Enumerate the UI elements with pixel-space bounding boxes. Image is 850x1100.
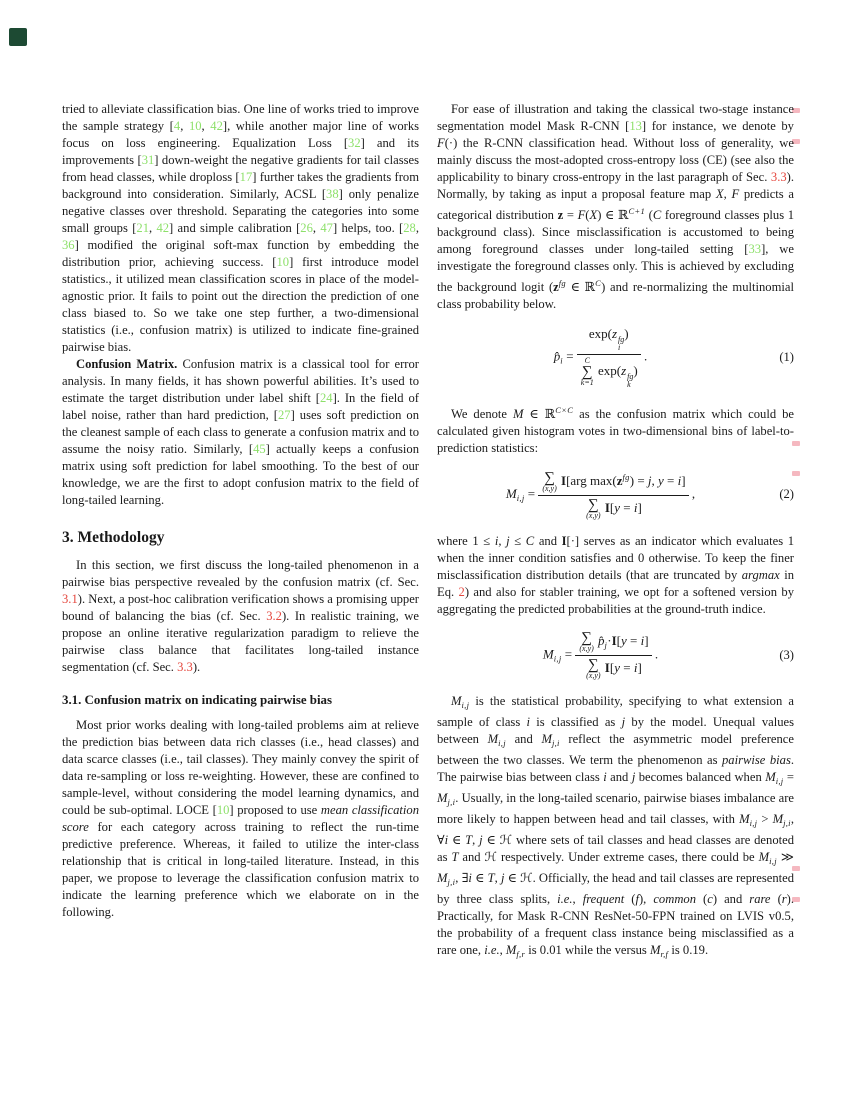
text-segment: X [589,208,598,222]
text-segment: Confusion Matrix. [76,357,178,371]
text-segment: z [553,280,559,294]
paragraph-denote-confusion-matrix: We denote M ∈ ℝ$^{C\times C}$ as the confusion matrix which could be calculated given histogram votes in two-dimensional bins of label-to-prediction statistics: [437,404,794,455]
text-segment: argmax [741,568,780,582]
text-segment: i [603,770,607,784]
paragraph-pairwise-bias: $M_{i,j}$ is the statistical probability, specifying to what extension a sample of class i is classified as j by the model. Unequal values between $M_{i,j}$ and $M_{j,i}$ reflect the asymmetric model preference between the two classes. We term the phenomenon as pairwise bias. The pairwise bias between class i and j becomes balanced when $M_{i,j} = M_{j,i}$. Usually, in the long-tailed scenario, pairwise biases imbalance are more likely to happen between head and tail classes, with $M_{i,j} > M_{j,i}$, ∀i ∈ T, j ∈ ℋ where sets of tail classes and head classes are denoted as T and ℋ respectively. Under extreme cases, there could be $M_{i,j}$ ≫ $M_{j,i}$, ∃i ∈ T, j ∈ ℋ. Officially, the head and tail classes are represented by three class splits, i.e., frequent (f), common (c) and rare (r). Practically, for Mask R-CNN ResNet-50-FPN trained on LVIS v0.5, the probability of a frequent class instance being misclassified as a rare one, i.e., $M_{f,r}$ is 0.01 while the versus $M_{r,f}$ is 0.19. [437,694,795,959]
paragraph-setup: For ease of illustration and taking the classical two-stage instance segmentation model Mask R-CNN [13] for instance, we denote by F(·) the R-CNN classification head. Without loss of generality, we mainly discuss the most-adopted cross-entropy loss (CE) (see also the applicability to binary cross-entropy in the last paragraph of Sec. 3.3). Normally, by taking as input a proposal feature map X, F predicts a categorical distribution z = F(X) ∈ ℝ$^{C+1}$ (C foreground classes plus 1 background class). Since misclassification is accustomed to being among foreground classes under long-tailed setting [33], we investigate the foreground classes only. This is achieved by excluding the background logit ($z^{fg}$ ∈ ℝ$^C$) and re-normalizing the multinomial class probability below. [437,102,795,311]
text-segment: i,j [769,856,777,866]
sum-operator: C ∑ k=1 [580,356,594,387]
equation-1-number: (1) [779,349,794,364]
section-ref-link[interactable]: 2 [458,585,465,599]
sub-sup-stack: fg i [618,335,625,352]
paragraph-methodology-overview: In this section, we first discuss the long-tailed phenomenon in a pairwise bias perspective revealed by the confusion matrix (cf. Sec. 3.1). Next, a post-hoc calibration verification shows a promising upper bound of balancing the bias (cf. Sec. 3.2). In realistic training, we propose an online iterative regularization paradigm to relieve the pairwise class balance that facilitates long-tailed instance segmentation (cf. Sec. 3.3). [62,558,419,674]
citation-link[interactable]: 42 [156,221,170,235]
equation-1-body: $p̂_i$ = exp(z fg i ) C ∑ k=1 exp(z fg k ) . [553,326,648,389]
text-segment: f [635,892,639,906]
sum-operator: ∑ (x,y) [586,497,601,520]
right-column [437,101,794,963]
paragraph-indicator: where 1 ≤ i, j ≤ C and I[·] serves as an indicator which evaluates 1 when the inner condition satisfies and 0 otherwise. To keep the finer misclassification distribution details (that are truncated by argmax in Eq. 2) and also for stabler training, we opt for a softened version by aggregating the predicted probabilities at the ground-truth indice. [437,534,795,616]
text-segment: j [479,833,483,847]
text-segment: z [557,208,564,222]
sum-operator: ∑ (x,y) [579,630,594,653]
text-segment: mean classification score [62,803,419,834]
citation-link[interactable]: 36 [62,238,75,252]
text-segment: i [677,472,682,488]
section-ref-link[interactable]: 3.2 [266,609,282,623]
text-segment: j, y [647,472,664,488]
text-segment: F [731,187,740,201]
text-segment: fg [622,471,630,482]
text-segment: i [633,659,638,675]
text-segment: i,j [749,818,758,828]
text-segment: F [577,208,586,222]
text-segment: M [505,485,517,501]
equation-2-body: $M_{i,j}$ = ∑ (x,y) I[arg $\max(z^{fg}) = j$, y = i] ∑ (x,y) I[y = i] , [505,470,696,520]
text-segment: j,i [447,877,456,887]
subsection-heading-3-1: 3.1. Confusion matrix on indicating pairwise bias [62,693,333,707]
equation-1 [437,326,794,389]
text-segment: M [542,646,554,662]
text-segment: I [604,499,610,515]
text-segment: c [707,892,713,906]
text-segment: T [451,850,459,864]
left-column [62,101,419,963]
text-segment: C×C [555,404,574,415]
text-segment: i,j [775,776,784,786]
text-segment: M [758,850,770,864]
section-ref-link[interactable]: 3.3 [177,660,193,674]
text-segment: frequent [582,892,625,906]
text-segment: j [500,871,505,885]
text-segment: T [465,833,473,847]
text-segment: M [437,871,448,885]
text-segment: rare [749,892,771,906]
page-body [62,101,794,963]
citation-link[interactable]: 10 [188,119,202,133]
text-segment: I [604,659,610,675]
text-segment: f,r [516,949,526,959]
text-segment: I [561,534,567,548]
text-segment: i.e. [557,892,573,906]
citation-link[interactable]: 26 [300,221,313,235]
text-segment: I [561,472,567,488]
equation-2 [437,470,794,520]
text-segment: y [614,499,620,515]
text-segment: common [653,892,697,906]
text-segment: i, j [494,534,510,548]
section-ref-link[interactable]: 3.1 [62,592,78,606]
text-segment: r,f [660,949,669,959]
text-segment: i [526,715,531,729]
citation-link[interactable]: 13 [629,119,642,133]
text-segment: j,i [447,797,456,807]
text-segment: M [451,694,462,708]
text-segment: M [649,943,661,957]
text-segment: F [437,136,445,150]
citation-link[interactable]: 27 [278,408,291,422]
text-segment: r [781,892,787,906]
text-segment: M [512,406,524,421]
citation-link[interactable]: 42 [210,119,223,133]
text-segment: z [621,362,627,378]
text-segment: y [620,632,627,648]
citation-link[interactable]: 32 [348,136,361,150]
text-segment: M [541,732,552,746]
text-segment: i [468,871,472,885]
section-ref-link[interactable]: 3.3 [770,170,787,184]
citation-link[interactable]: 31 [141,153,155,167]
text-segment: T [487,871,495,885]
sum-operator: ∑ (x,y) [542,470,557,493]
text-segment: i [633,499,638,515]
text-segment: i,j [553,653,562,664]
paragraph-confusion-matrix: Confusion Matrix. Confusion matrix is a classical tool for error analysis. In many fields, it has shown powerful abilities. It’s used to estimate the target distribution under label shift [24]. In the field of label noise, rather than hard prediction, [27] uses soft prediction on the cleanest sample of each class to generate a confusion matrix and to assume the noisy ratio. Similarly, [45] actually keeps a confusion matrix using soft prediction for label smoothing. To the best of our knowledge, we are the first to adopt confusion matrix to the field of long-tailed learning. [62,357,419,507]
text-segment: C [525,534,535,548]
text-segment: C [595,278,602,288]
text-segment: p̂ [553,348,561,364]
text-segment: X [715,187,724,201]
text-segment: M [765,770,776,784]
text-segment: j,i [551,738,560,748]
paragraph-related-work: tried to alleviate classification bias. One line of works tried to improve the sample strategy [4, 10, 42], while another major line of works focus on loss engineering. Equalization Loss [32] and its improvements [31] down-weight the negative gradients for tail classes from head classes, while droploss [17] further takes the gradients from background into consideration. Similarly, ACSL [38] only penalize negative classes over threshold. Separating the categories into some small groups [21, 42] and simple calibration [26, 47] helps, too. [28, 36] modified the original soft-max function by embedding the distribution prior, achieving success. [10] first introduce model statistics., it utilized mean classification scores in place of the model-agnostic prior. It fails to point out the direction the prediction of one class biased to. So we take one step further, a two-dimensional statistics (i.e., confusion matrix) is utilized to indicate fine-grained pairwise bias. [62,102,420,354]
text-segment: pairwise bias [721,753,791,767]
text-segment: i,j [516,492,525,503]
text-segment: M [437,791,448,805]
corner-marker [9,28,27,46]
citation-link[interactable]: 17 [239,170,253,184]
text-segment: i [560,355,563,366]
text-segment: i,j [498,738,506,748]
citation-link[interactable]: 10 [216,803,230,817]
citation-link[interactable]: 28 [403,221,416,235]
text-segment: z [616,472,623,488]
text-segment: M [772,812,784,826]
text-segment: C [652,208,662,222]
citation-link[interactable]: 47 [320,221,333,235]
text-segment: M [505,943,517,957]
citation-link[interactable]: 24 [319,391,333,405]
text-segment: i.e. [484,943,500,957]
text-segment: j [631,770,636,784]
text-segment: i [444,833,449,847]
fraction: exp(z fg i ) C ∑ k=1 exp(z fg k ) [577,326,641,389]
text-segment: fg [558,278,566,288]
citation-link[interactable]: 21 [136,221,149,235]
text-segment: i,j [461,700,470,710]
sub-sup-stack: fg k [627,371,634,389]
equation-3-number: (3) [779,648,794,662]
equation-3-body: $M_{i,j}$ = ∑ (x,y) $p̂_j\cdot I[y = i]$ ∑ (x,y) I[y = i] . [542,630,659,680]
citation-link[interactable]: 33 [748,242,762,256]
equation-3 [437,631,794,680]
citation-link[interactable]: 38 [326,187,339,201]
text-segment: M [739,812,750,826]
text-segment: j [604,639,608,650]
text-segment: p̂ [598,632,605,648]
fraction: ∑ (x,y) I[arg $\max(z^{fg}) = j$, y = i] ∑ (x,y) I[y = i] [538,470,688,520]
text-segment: C+1 [628,206,646,216]
citation-link[interactable]: 10 [276,255,290,269]
text-segment: M [487,732,499,746]
section-heading-methodology: 3. Methodology [62,529,165,546]
equation-2-number: (2) [779,487,794,502]
text-segment: j [621,715,626,729]
citation-link[interactable]: 45 [253,442,266,456]
text-segment: y [614,659,620,675]
fraction: ∑ (x,y) $p̂_j\cdot I[y = i]$ ∑ (x,y) I[y = i] [575,631,651,680]
text-segment: I [611,632,617,648]
citation-link[interactable]: 4 [173,119,181,133]
paragraph-3-1-intro: Most prior works dealing with long-tailed problems aim at relieve the prediction bias between data rich classes (i.e., head classes) and data scarce classes (i.e., tail classes). They mainly convey the spirit of data re-sampling or loss re-weighting. However, these are confined to sample-level, without considering the model learning dynamics, and could be sub-optimal. LOCE [10] proposed to use mean classification score for each category across training to reflect the run-time predictive preference. Whereas, it failed to utilize the inter-class relationship that is critical in long-tailed literature. Instead, in this paper, we propose to leverage the classification confusion matrix to indicate the learning preference which we elaborate on in the following. [62,718,419,919]
sum-operator: ∑ (x,y) [586,657,601,680]
text-segment: i [640,632,645,648]
text-segment: j,i [783,818,791,828]
text-segment: z [611,326,618,341]
